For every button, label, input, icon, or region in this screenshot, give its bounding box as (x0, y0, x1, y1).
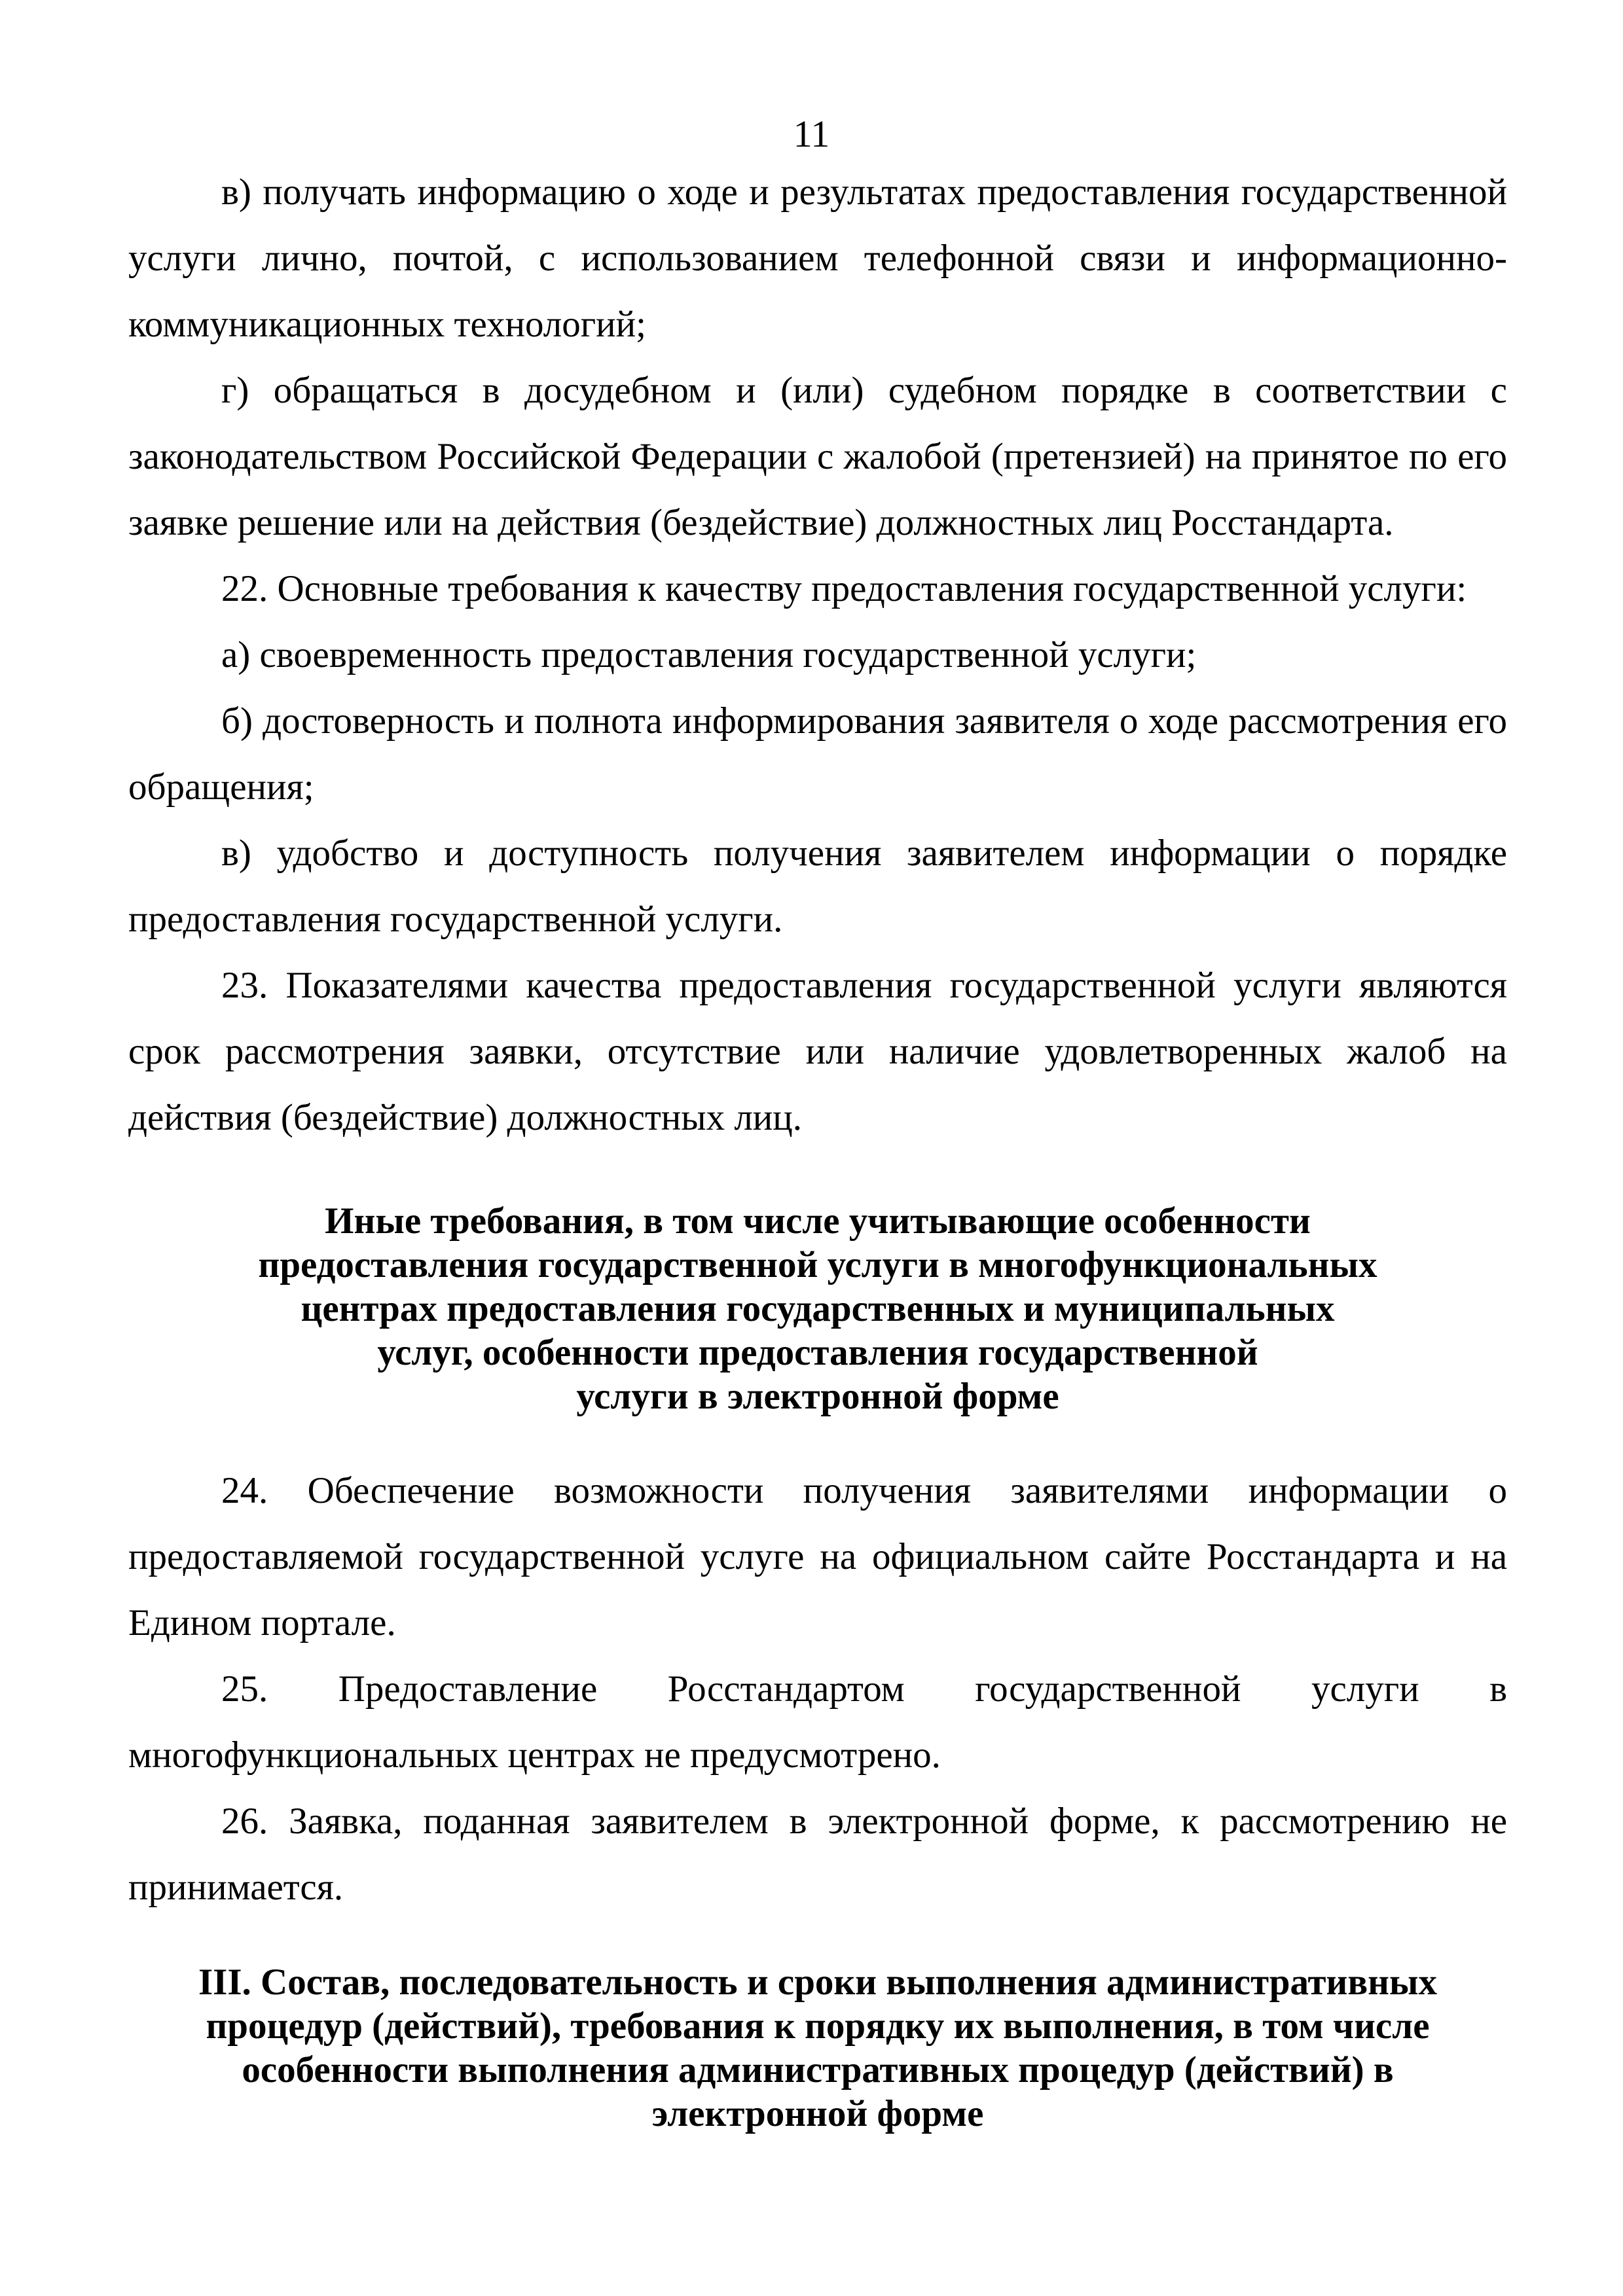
paragraph-22-requirements: 22. Основные требования к качеству предоставления государственной услуги: (221, 568, 1467, 609)
heading-line: центрах предоставления государственных и муниципальных (301, 1288, 1335, 1329)
paragraph-23-indicators: 23. Показателями качества предоставления государственной услуги являются срок рассмотрения заявки, отсутствие или наличие удовлетворенных жалоб на действия (бездействие) должностных лиц. (128, 965, 1507, 1138)
heading-line: электронной форме (651, 2093, 984, 2134)
paragraphs-block-1 (128, 159, 1507, 1151)
paragraph-v-receive-info: в) получать информацию о ходе и результатах предоставления государственной услуги лично, почтой, с использованием телефонной связи и информационно-коммуникационных технологий; (128, 171, 1507, 345)
paragraph-24-information: 24. Обеспечение возможности получения заявителями информации о предоставляемой государственной услуге на официальном сайте Росстандарта и на Едином портале. (128, 1470, 1507, 1643)
paragraph-26-electronic: 26. Заявка, поданная заявителем в электронной форме, к рассмотрению не принимается. (128, 1801, 1507, 1908)
page-number: 11 (793, 113, 830, 155)
paragraphs-block-2 (128, 1458, 1507, 1920)
section-heading-iii (128, 1960, 1507, 2136)
heading-line: предоставления государственной услуги в многофункциональных (258, 1244, 1377, 1285)
paragraph-v-convenience: в) удобство и доступность получения заявителем информации о порядке предоставления государственной услуги. (128, 833, 1507, 940)
heading-line: процедур (действий), требования к порядку их выполнения, в том числе (206, 2005, 1430, 2047)
heading-line: особенности выполнения административных процедур (действий) в (242, 2049, 1394, 2090)
paragraph-b-reliability: б) достоверность и полнота информирования заявителя о ходе рассмотрения его обращения; (128, 700, 1507, 808)
heading-line: Иные требования, в том числе учитывающие особенности (325, 1200, 1311, 1242)
heading-line: услуги в электронной форме (576, 1376, 1059, 1417)
paragraph-25-mfc: 25. Предоставление Росстандартом государственной услуги в многофункциональных центрах не предусмотрено. (128, 1668, 1507, 1776)
section-heading-other-requirements (128, 1199, 1507, 1418)
heading-line: III. Состав, последовательность и сроки выполнения административных (198, 1962, 1437, 2003)
paragraph-a-timeliness: а) своевременность предоставления государственной услуги; (221, 634, 1197, 675)
heading-line: услуг, особенности предоставления государственной (377, 1332, 1258, 1373)
paragraph-g-appeal: г) обращаться в досудебном и (или) судебном порядке в соответствии с законодательством Российской Федерации с жалобой (претензией) на принятое по его заявке решение или на действия (бездействие) должностных лиц Росстандарта. (128, 370, 1507, 543)
